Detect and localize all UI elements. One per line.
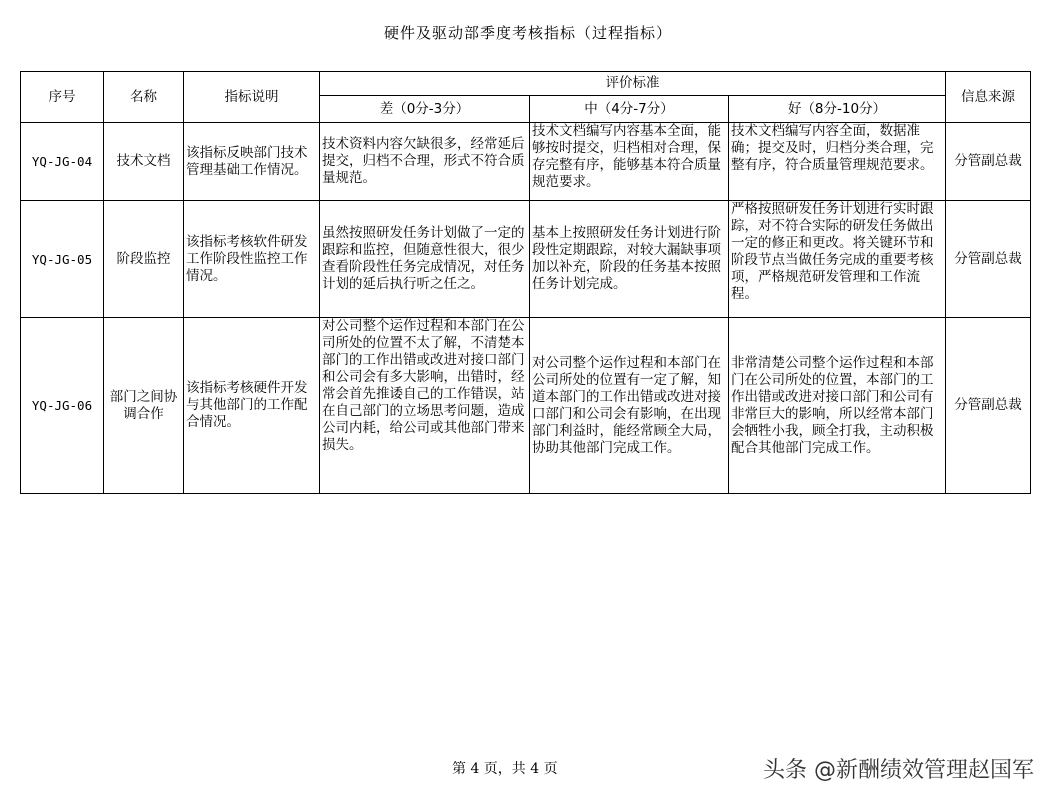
header-criteria: 评价标准 xyxy=(320,72,946,96)
document-title: 硬件及驱动部季度考核指标（过程指标） xyxy=(383,24,672,42)
watermark-text: 头条 @新酬绩效管理赵国军 xyxy=(763,758,1034,783)
row-poor: 技术资料内容欠缺很多，经常延后提交，归档不合理，形式不符合质量规范。 xyxy=(320,123,530,201)
row-good: 非常清楚公司整个运作过程和本部门在公司所处的位置，本部门的工作出错或改进对接口部门和公司有非常巨大的影响，所以经常本部门会牺牲小我，顾全打我，主动积极配合其他部门完成工作。 xyxy=(729,318,946,494)
row-name: 部门之间协调合作 xyxy=(104,318,184,494)
row-source: 分管副总裁 xyxy=(946,318,1031,494)
row-code: YQ-JG-06 xyxy=(21,318,104,494)
header-name: 名称 xyxy=(104,72,184,123)
header-good: 好（8分-10分） xyxy=(729,96,946,123)
table-row xyxy=(21,318,1031,494)
row-code: YQ-JG-04 xyxy=(21,123,104,201)
page-number: 第 4 页，共 4 页 xyxy=(452,761,558,777)
row-description: 该指标考核软件研发工作阶段性监控工作情况。 xyxy=(184,201,320,318)
watermark xyxy=(763,753,1034,784)
table-row xyxy=(21,123,1031,201)
header-source: 信息来源 xyxy=(946,72,1031,123)
header-poor: 差（0分-3分） xyxy=(320,96,530,123)
row-description: 该指标考核硬件开发与其他部门的工作配合情况。 xyxy=(184,318,320,494)
row-poor: 虽然按照研发任务计划做了一定的跟踪和监控，但随意性很大，很少查看阶段性任务完成情况，对任务计划的延后执行听之任之。 xyxy=(320,201,530,318)
row-medium: 对公司整个运作过程和本部门在公司所处的位置有一定了解，知道本部门的工作出错或改进对接口部门和公司会有影响，在出现部门利益时，能经常顾全大局，协助其他部门完成工作。 xyxy=(530,318,729,494)
header-description: 指标说明 xyxy=(184,72,320,123)
row-code: YQ-JG-05 xyxy=(21,201,104,318)
header-code: 序号 xyxy=(21,72,104,123)
row-poor: 对公司整个运作过程和本部门在公司所处的位置不太了解，不清楚本部门的工作出错或改进对接口部门和公司会有多大影响，出错时，经常会首先推诿自己的工作错误，站在自己部门的立场思考问题，造成公司内耗，给公司或其他部门带来损失。 xyxy=(320,318,530,494)
header-medium: 中（4分-7分） xyxy=(530,96,729,123)
row-good: 技术文档编写内容全面，数据准确；提交及时，归档分类合理，完整有序，符合质量管理规范要求。 xyxy=(729,123,946,201)
row-medium: 技术文档编写内容基本全面，能够按时提交，归档相对合理，保存完整有序，能够基本符合质量规范要求。 xyxy=(530,123,729,201)
table-row xyxy=(21,201,1031,318)
row-name: 阶段监控 xyxy=(104,201,184,318)
row-source: 分管副总裁 xyxy=(946,123,1031,201)
row-description: 该指标反映部门技术管理基础工作情况。 xyxy=(184,123,320,201)
row-name: 技术文档 xyxy=(104,123,184,201)
header-row-top xyxy=(21,72,1031,96)
row-medium: 基本上按照研发任务计划进行阶段性定期跟踪，对较大漏缺事项加以补充，阶段的任务基本按照任务计划完成。 xyxy=(530,201,729,318)
row-good: 严格按照研发任务计划进行实时跟踪，对不符合实际的研发任务做出一定的修正和更改。将关键环节和阶段节点当做任务完成的重要考核项，严格规范研发管理和工作流程。 xyxy=(729,201,946,318)
row-source: 分管副总裁 xyxy=(946,201,1031,318)
kpi-table xyxy=(20,71,1031,494)
